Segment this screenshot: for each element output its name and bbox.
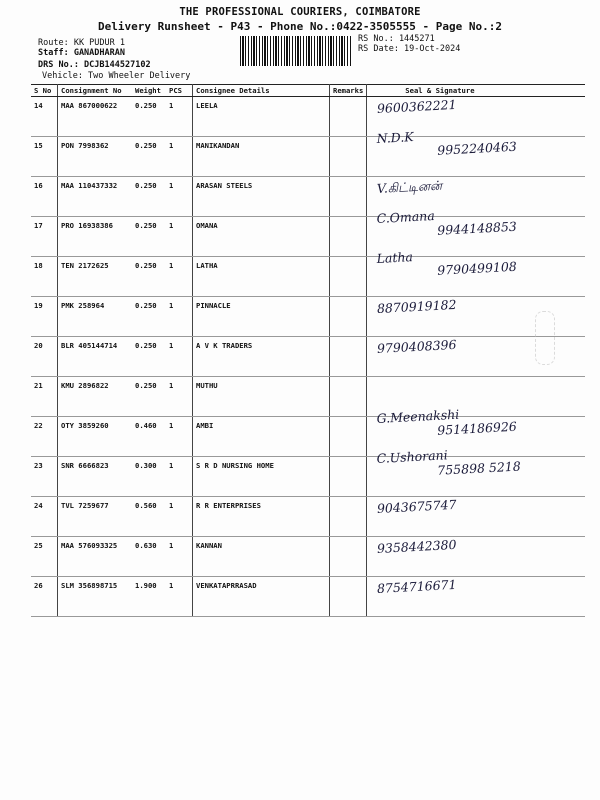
cell-weight: 0.250 xyxy=(132,137,166,177)
cell-consignment: TVL 7259677 xyxy=(58,497,133,537)
signature-handwriting xyxy=(377,178,443,198)
cell-weight: 0.250 xyxy=(132,257,166,297)
signature-handwriting xyxy=(377,97,457,116)
staff-label: Staff: GANADHARAN xyxy=(38,48,125,58)
company-title: THE PROFESSIONAL COURIERS, COIMBATORE xyxy=(179,6,421,18)
cell-consignee: VENKATAPRRASAD xyxy=(193,577,330,617)
table-body xyxy=(31,97,585,617)
signature-line-1: N.D.K xyxy=(376,129,415,146)
cell-sno: 24 xyxy=(31,497,58,537)
cell-pcs: 1 xyxy=(166,137,193,177)
cell-remarks xyxy=(330,417,367,457)
cell-weight: 0.250 xyxy=(132,97,166,137)
cell-consignee: OMANA xyxy=(193,217,330,257)
cell-pcs: 1 xyxy=(166,337,193,377)
cell-consignee: R R ENTERPRISES xyxy=(193,497,330,537)
cell-consignee: ARASAN STEELS xyxy=(193,177,330,217)
signature-line-1: C.Ushorani xyxy=(376,447,449,466)
col-consignee: Consignee Details xyxy=(193,85,330,97)
signature-handwriting xyxy=(377,537,457,556)
cell-consignee: LATHA xyxy=(193,257,330,297)
signature-handwriting xyxy=(377,577,457,596)
cell-signature xyxy=(367,297,585,337)
drs-number: DRS No.: DCJB144527102 xyxy=(38,60,151,70)
cell-sno: 26 xyxy=(31,577,58,617)
cell-sno: 15 xyxy=(31,137,58,177)
cell-consignment: SNR 6666823 xyxy=(58,457,133,497)
cell-sno: 16 xyxy=(31,177,58,217)
signature-handwriting xyxy=(377,337,457,356)
cell-weight: 0.250 xyxy=(132,177,166,217)
cell-remarks xyxy=(330,217,367,257)
cell-weight: 0.250 xyxy=(132,337,166,377)
cell-consignee: PINNACLE xyxy=(193,297,330,337)
cell-remarks xyxy=(330,537,367,577)
cell-remarks xyxy=(330,177,367,217)
col-sno: S No xyxy=(31,85,58,97)
cell-sno: 17 xyxy=(31,217,58,257)
cell-signature xyxy=(367,249,585,297)
cell-sno: 21 xyxy=(31,377,58,417)
cell-weight: 1.900 xyxy=(132,577,166,617)
cell-consignee: MANIKANDAN xyxy=(193,137,330,177)
cell-sno: 22 xyxy=(31,417,58,457)
cell-signature xyxy=(367,447,585,497)
cell-consignment: TEN 2172625 xyxy=(58,257,133,297)
signature-line-1: 9043675747 xyxy=(376,496,458,516)
signature-line-1: 9358442380 xyxy=(376,536,458,556)
signature-handwriting xyxy=(377,244,518,281)
cell-weight: 0.250 xyxy=(132,297,166,337)
cell-weight: 0.460 xyxy=(132,417,166,457)
cell-remarks xyxy=(330,257,367,297)
cell-consignment: MAA 576093325 xyxy=(58,537,133,577)
rs-date: RS Date: 19-Oct-2024 xyxy=(358,44,461,54)
cell-consignment: MAA 867000622 xyxy=(58,97,133,137)
signature-handwriting xyxy=(377,124,518,161)
cell-pcs: 1 xyxy=(166,377,193,417)
cell-consignment: BLR 405144714 xyxy=(58,337,133,377)
signature-line-1: 9600362221 xyxy=(376,96,458,116)
signature-handwriting xyxy=(377,404,518,441)
vehicle-label: Vehicle: Two Wheeler Delivery xyxy=(42,71,191,81)
cell-signature xyxy=(367,337,585,377)
cell-sno: 20 xyxy=(31,337,58,377)
table-row xyxy=(31,577,585,617)
runsheet-title: Delivery Runsheet - P43 - Phone No.:0422-3505555 - Page No.:2 xyxy=(98,20,502,33)
cell-consignment: PMK 258964 xyxy=(58,297,133,337)
cell-consignee: S R D NURSING HOME xyxy=(193,457,330,497)
signature-line-2: 9952240463 xyxy=(437,138,518,158)
cell-pcs: 1 xyxy=(166,97,193,137)
signature-line-1: Latha xyxy=(376,249,414,266)
cell-consignee: A V K TRADERS xyxy=(193,337,330,377)
cell-remarks xyxy=(330,97,367,137)
rs-number: RS No.: 1445271 xyxy=(358,34,435,44)
cell-pcs: 1 xyxy=(166,457,193,497)
cell-pcs: 1 xyxy=(166,537,193,577)
cell-signature xyxy=(367,129,585,177)
cell-consignee: MUTHU xyxy=(193,377,330,417)
delivery-table xyxy=(31,84,585,617)
cell-remarks xyxy=(330,497,367,537)
signature-line-2: 755898 5218 xyxy=(437,458,522,478)
cell-consignment: PON 7998362 xyxy=(58,137,133,177)
cell-remarks xyxy=(330,337,367,377)
cell-sno: 14 xyxy=(31,97,58,137)
cell-signature xyxy=(367,497,585,537)
cell-weight: 0.250 xyxy=(132,217,166,257)
cell-sno: 19 xyxy=(31,297,58,337)
cell-consignment: KMU 2896822 xyxy=(58,377,133,417)
table-row xyxy=(31,257,585,297)
cell-sno: 23 xyxy=(31,457,58,497)
signature-line-1: 9790408396 xyxy=(376,336,458,356)
table-row xyxy=(31,297,585,337)
cell-pcs: 1 xyxy=(166,257,193,297)
cell-signature xyxy=(367,577,585,617)
signature-line-2: 9944148853 xyxy=(437,218,518,238)
cell-consignee: LEELA xyxy=(193,97,330,137)
table-row xyxy=(31,497,585,537)
signature-line-1: C.Omana xyxy=(376,207,436,226)
cell-remarks xyxy=(330,377,367,417)
barcode xyxy=(240,36,352,66)
cell-consignee: KANNAN xyxy=(193,537,330,577)
signature-line-1: V.கிட்டினன் xyxy=(376,177,443,196)
signature-handwriting xyxy=(377,204,518,241)
col-signature: Seal & Signature xyxy=(367,85,585,97)
cell-pcs: 1 xyxy=(166,217,193,257)
cell-pcs: 1 xyxy=(166,177,193,217)
cell-remarks xyxy=(330,577,367,617)
signature-handwriting xyxy=(377,444,522,481)
cell-pcs: 1 xyxy=(166,497,193,537)
route-label: Route: KK PUDUR 1 xyxy=(38,38,125,48)
cell-weight: 0.560 xyxy=(132,497,166,537)
col-consignment: Consignment No xyxy=(58,85,133,97)
signature-handwriting xyxy=(377,497,457,516)
cell-consignment: PRO 16938386 xyxy=(58,217,133,257)
cell-weight: 0.300 xyxy=(132,457,166,497)
cell-consignment: SLM 356898715 xyxy=(58,577,133,617)
cell-consignment: MAA 110437332 xyxy=(58,177,133,217)
cell-weight: 0.630 xyxy=(132,537,166,577)
table-header-row xyxy=(31,85,585,97)
signature-line-1: 8870919182 xyxy=(376,296,458,316)
col-remarks: Remarks xyxy=(330,85,367,97)
signature-line-1: G.Meenakshi xyxy=(376,406,460,426)
signature-line-1: 8754716671 xyxy=(376,576,458,596)
cell-pcs: 1 xyxy=(166,417,193,457)
signature-line-2: 9790499108 xyxy=(437,258,518,278)
cell-sno: 25 xyxy=(31,537,58,577)
signature-line-2: 9514186926 xyxy=(437,418,518,438)
cell-signature xyxy=(367,537,585,577)
cell-remarks xyxy=(330,137,367,177)
cell-sno: 18 xyxy=(31,257,58,297)
cell-remarks xyxy=(330,297,367,337)
cell-pcs: 1 xyxy=(166,577,193,617)
table-row xyxy=(31,537,585,577)
table-row xyxy=(31,337,585,377)
col-weight: Weight xyxy=(132,85,166,97)
cell-consignment: OTY 3859260 xyxy=(58,417,133,457)
signature-handwriting xyxy=(377,297,457,316)
table-row xyxy=(31,137,585,177)
cell-remarks xyxy=(330,457,367,497)
cell-consignee: AMBI xyxy=(193,417,330,457)
col-pcs: PCS xyxy=(166,85,193,97)
cell-weight: 0.250 xyxy=(132,377,166,417)
cell-pcs: 1 xyxy=(166,297,193,337)
table-row xyxy=(31,457,585,497)
